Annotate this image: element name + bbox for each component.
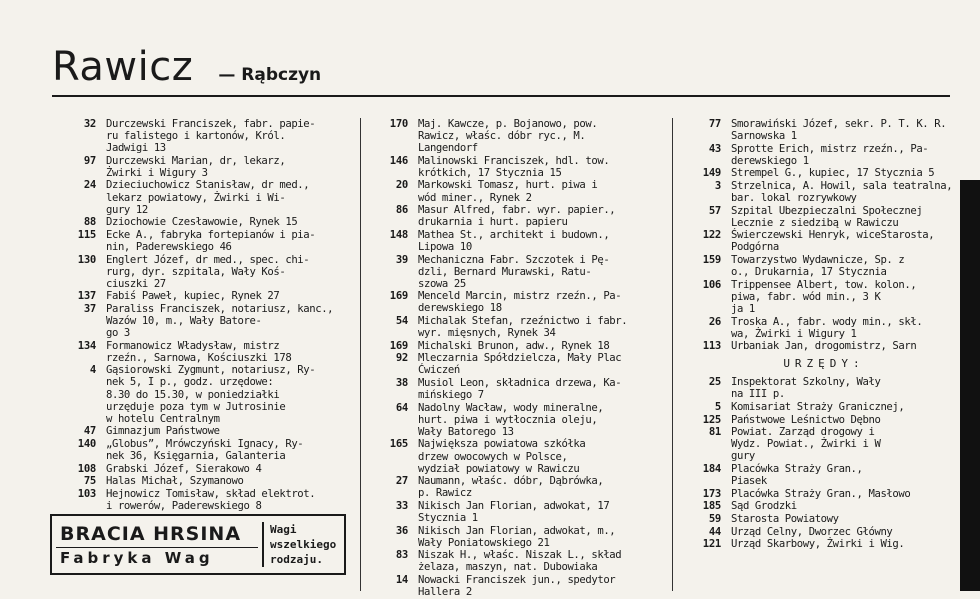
entry-text: Menceld Marcin, mistrz rzeźn., Pa- derewskiego 18 [418,290,622,315]
entry-text: Państwowe Leśnictwo Dębno [731,413,881,426]
page-subtitle: — Rąbczyn [218,65,322,85]
phone-number: 134 [77,339,96,352]
directory-entry [693,180,955,204]
entry-text: Sąd Grodzki [731,500,797,513]
column-divider-1 [360,118,361,591]
phone-number: 103 [77,487,96,500]
directory-entry [70,216,350,228]
directory-entry [693,500,955,512]
phone-number: 137 [77,290,96,303]
entry-text: Niszak H., właśc. Niszak L., skład żelaza, maszyn, nat. Dubowiaka [418,549,622,574]
phone-number: 121 [702,538,721,551]
directory-entry [693,254,955,278]
phone-number: 108 [77,462,96,475]
phone-number: 113 [702,340,721,353]
phone-number: 106 [702,278,721,291]
entry-text: Dzieciuchowicz Stanisław, dr med., lekarz powiatowy, Żwirki i Wi- gury 12 [106,179,310,216]
directory-entry [70,340,350,364]
directory-entry [70,254,350,290]
entry-text: Nowacki Franciszek jun., spedytor Hallera 2 [418,573,616,599]
scan-page-edge [960,180,980,591]
phone-number: 43 [708,142,721,155]
phone-number: 5 [714,401,721,414]
phone-number: 169 [389,290,408,303]
phone-number: 86 [395,204,408,217]
directory-entry [693,538,955,550]
entry-text: Urząd Skarbowy, Żwirki i Wig. [731,538,905,551]
entry-text: Nikisch Jan Florian, adwokat, m., Wały Poniatowskiego 21 [418,524,616,549]
phone-number: 149 [702,167,721,180]
page-title: Rawicz [52,44,194,90]
phone-number: 4 [89,364,96,377]
entry-text: Mechaniczna Fabr. Szczotek i Pę- dzli, Bernard Murawski, Ratu- szowa 25 [418,253,610,290]
directory-entry [380,229,662,253]
phone-number: 14 [395,573,408,586]
directory-entry [70,229,350,253]
directory-entry [693,205,955,229]
entry-text: Placówka Straży Gran., Masłowo [731,487,911,500]
directory-entry [70,364,350,424]
entry-text: Największa powiatowa szkółka drzew owocowych w Polsce, wydział powiatowy w Rawiczu [418,438,586,475]
directory-entry [70,290,350,302]
directory-column-1 [70,118,350,513]
directory-entry [693,229,955,253]
phone-number: 3 [714,179,721,192]
directory-entry [380,352,662,376]
directory-entry [380,549,662,573]
phone-number: 47 [83,425,96,438]
entry-text: Halas Michał, Szymanowo [106,475,244,488]
entry-text: Mathea St., architekt i budown., Lipowa 10 [418,228,610,253]
directory-entry [693,167,955,179]
directory-entry [70,303,350,339]
entry-text: Gąsiorowski Zygmunt, notariusz, Ry- nek 5, I p., godz. urzędowe: 8.30 do 15.30, w poniedziałki urzęduje poza tym w Jutrosinie w hotelu Centralnym [106,364,316,425]
phone-number: 39 [395,253,408,266]
entry-text: Starosta Powiatowy [731,512,839,525]
entry-text: Urząd Celny, Dworzec Główny [731,525,893,538]
ad-side-text: Wagi wszelkiego rodzaju. [262,522,348,567]
directory-entry [380,118,662,154]
entry-text: Masur Alfred, fabr. wyr. papier., drukarnia i hurt. papieru [418,204,616,229]
directory-entry [693,414,955,426]
phone-number: 173 [702,487,721,500]
directory-entry [380,155,662,179]
entry-text: Nadolny Wacław, wody mineralne, hurt. piwa i wytłocznia oleju, Wały Batorego 13 [418,401,604,438]
phone-number: 36 [395,524,408,537]
directory-entry [693,426,955,462]
entry-text: Durczewski Franciszek, fabr. papie- ru falistego i kartonów, Król. Jadwigi 13 [106,118,316,155]
phone-number: 97 [83,154,96,167]
directory-entry [380,402,662,438]
entry-text: Powiat. Zarząd drogowy i Wydz. Powiat., Żwirki i W gury [731,426,881,463]
entry-text: Englert Józef, dr med., spec. chi- rurg, dyr. szpitala, Wały Koś- ciuszki 27 [106,253,310,290]
phone-number: 54 [395,315,408,327]
directory-entry [693,279,955,315]
phone-number: 32 [83,118,96,130]
entry-text: Strempel G., kupiec, 17 Stycznia 5 [731,167,935,180]
entry-text: Placówka Straży Gran., Piasek [731,463,863,488]
ad-divider [56,547,258,548]
phone-number: 140 [77,437,96,450]
directory-entry [380,290,662,314]
entry-text: Gimnazjum Państwowe [106,425,220,438]
entry-text: Towarzystwo Wydawnicze, Sp. z o., Drukarnia, 17 Stycznia [731,254,905,279]
phone-number: 75 [83,475,96,488]
page-header [52,44,950,90]
entry-text: Naumann, właśc. dóbr, Dąbrówka, p. Rawicz [418,475,604,500]
phone-number: 59 [708,512,721,525]
phone-number: 130 [77,253,96,266]
directory-entry [70,155,350,179]
phone-number: 159 [702,254,721,267]
phone-number: 83 [395,549,408,562]
phone-number: 38 [395,376,408,389]
entry-text: Inspektorat Szkolny, Wały na III p. [731,376,881,401]
directory-entry [693,401,955,413]
entry-text: Komisariat Straży Granicznej, [731,401,905,414]
entry-text: Michalski Brunon, adw., Rynek 18 [418,339,610,352]
entry-text: Smorawiński Józef, sekr. P. T. K. R. Sarnowska 1 [731,118,947,143]
directory-entry [380,254,662,290]
directory-entry [70,438,350,462]
entry-text: Mleczarnia Spółdzielcza, Mały Plac Ćwiczeń [418,352,622,377]
directory-entry [70,179,350,215]
phone-number: 33 [395,499,408,512]
entry-text: Ecke A., fabryka fortepianów i pia- nin, Paderewskiego 46 [106,228,316,253]
directory-entry [693,340,955,352]
phone-number: 27 [395,475,408,488]
entry-text: Sprotte Erich, mistrz rzeźn., Pa- derewskiego 1 [731,142,929,167]
directory-entry [380,340,662,352]
directory-entry [380,377,662,401]
phone-number: 122 [702,229,721,242]
phone-number: 44 [708,525,721,538]
directory-entry [70,425,350,437]
phone-number: 26 [708,315,721,328]
phone-number: 25 [708,376,721,389]
phone-number: 169 [389,339,408,352]
phone-number: 146 [389,154,408,167]
directory-entry [693,143,955,167]
phone-number: 170 [389,118,408,130]
phone-number: 115 [77,228,96,241]
phone-number: 185 [702,500,721,513]
entry-text: Świerczewski Henryk, wiceStarosta, Podgórna [731,229,935,254]
phone-number: 20 [395,179,408,192]
entry-text: Durczewski Marian, dr, lekarz, Żwirki i Wigury 3 [106,154,286,179]
phone-number: 57 [708,204,721,217]
phone-number: 81 [708,426,721,439]
entry-text: Formanowicz Władysław, mistrz rzeźn., Sarnowa, Kościuszki 178 [106,339,292,364]
entry-text: Strzelnica, A. Howil, sala teatralna, bar. lokal rozrywkowy [731,179,953,205]
entry-text: Dziochowie Czesławowie, Rynek 15 [106,216,298,229]
entry-text: Markowski Tomasz, hurt. piwa i wód miner., Rynek 2 [418,179,598,204]
phone-number: 37 [83,302,96,315]
directory-entry [693,488,955,500]
ad-tagline: Fabryka Wag [60,549,214,567]
entry-text: Paraliss Franciszek, notariusz, kanc., Wazów 10, m., Wały Batore- go 3 [106,302,334,340]
advertisement-box [50,514,346,575]
directory-entry [70,475,350,487]
directory-entry [380,574,662,598]
entry-text: Malinowski Franciszek, hdl. tow. krótkich, 17 Stycznia 15 [418,154,610,179]
entry-text: Troska A., fabr. wody min., skł. wa, Żwirki i Wigury 1 [731,315,923,340]
directory-entry [380,500,662,524]
column-divider-2 [672,118,673,591]
directory-entry [380,204,662,228]
entry-text: Nikisch Jan Florian, adwokat, 17 Stycznia 1 [418,499,610,524]
directory-column-3 [693,118,955,551]
directory-column-2 [380,118,662,599]
directory-entry [693,463,955,487]
header-rule [52,95,950,97]
phone-number: 88 [83,216,96,229]
entry-text: Musiol Leon, składnica drzewa, Ka- mińskiego 7 [418,376,622,402]
directory-entry [693,526,955,538]
directory-entry [380,525,662,549]
entry-text: Grabski Józef, Sierakowo 4 [106,462,262,475]
directory-entry [380,315,662,339]
phone-number: 184 [702,463,721,476]
entry-text: Fabiś Paweł, kupiec, Rynek 27 [106,290,280,303]
entry-text: Urbaniak Jan, drogomistrz, Sarn [731,340,917,353]
directory-entry [693,513,955,525]
entry-text: „Globus”, Mrówczyński Ignacy, Ry- nek 36, Księgarnia, Galanteria [106,437,304,463]
directory-entry [380,179,662,203]
phone-number: 64 [395,401,408,414]
entry-text: Trippensee Albert, tow. kolon., piwa, fabr. wód min., 3 K ja 1 [731,278,917,315]
phone-number: 24 [83,179,96,192]
entry-text: Szpital Ubezpieczalni Społecznej Lecznie z siedzibą w Rawiczu [731,204,923,229]
section-heading: URZĘDY: [783,357,865,371]
directory-entry [693,376,955,400]
directory-entry [693,316,955,340]
phone-number: 77 [708,118,721,130]
directory-entry [380,475,662,499]
directory-entry [380,438,662,474]
phone-number: 148 [389,228,408,241]
directory-entry [70,463,350,475]
directory-entry [70,118,350,154]
directory-entry [70,488,350,512]
phone-number: 165 [389,438,408,451]
ad-company-name: BRACIA HRSINA [60,523,242,545]
entry-text: Maj. Kawcze, p. Bojanowo, pow. Rawicz, właśc. dóbr ryc., M. Langendorf [418,118,598,155]
phone-number: 92 [395,352,408,365]
phone-number: 125 [702,413,721,426]
entry-text: Michalak Stefan, rzeźnictwo i fabr. wyr. mięsnych, Rynek 34 [418,315,628,340]
directory-entry [693,118,955,142]
entry-text: Hejnowicz Tomisław, skład elektrot. i rowerów, Paderewskiego 8 [106,487,316,512]
